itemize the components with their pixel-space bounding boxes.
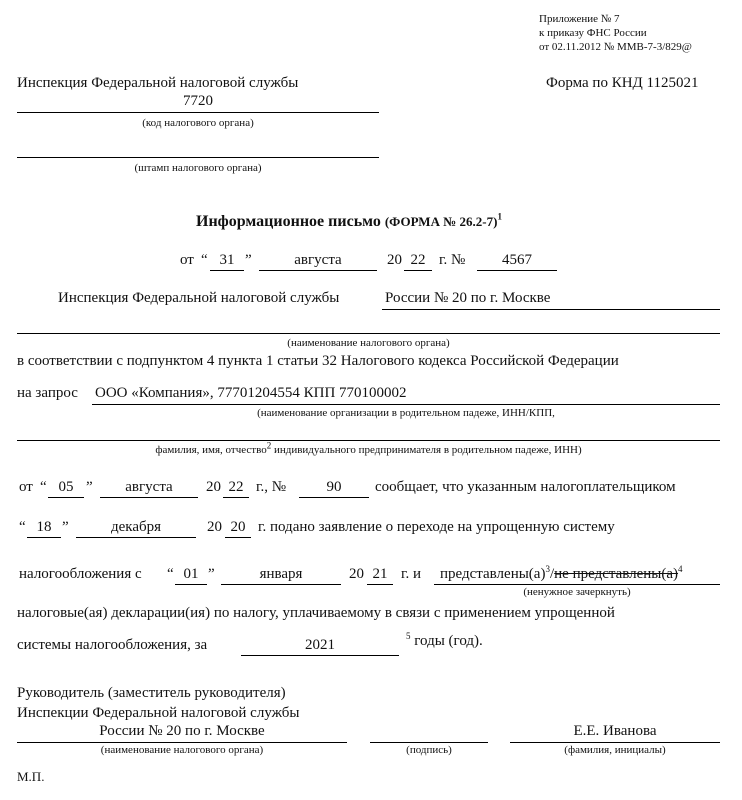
taxation-month-underline — [221, 584, 341, 585]
application-year: 20 — [230, 519, 246, 535]
declarations-suffix — [406, 633, 483, 650]
taxation-year-underline — [367, 584, 393, 585]
number-underline — [477, 270, 557, 271]
request-date-day-underline — [48, 497, 84, 498]
declarations-line-2-prefix: системы налогообложения, за — [17, 637, 208, 653]
inspection-caption: (наименование налогового органа) — [287, 337, 450, 349]
request-date-text: сообщает, что указанным налогоплательщиком — [375, 479, 676, 495]
date-month-underline — [259, 270, 377, 271]
request-label: на запрос — [17, 385, 78, 401]
form-knd: Форма по КНД 1125021 — [546, 75, 699, 91]
application-quote-close: ” — [62, 519, 69, 535]
date-year-underline — [404, 270, 432, 271]
inspection-label: Инспекция Федеральной налоговой службы — [58, 290, 340, 306]
signature-org-underline — [17, 742, 347, 743]
date-month: августа — [294, 252, 342, 268]
header-inspection: Инспекция Федеральной налоговой службы — [17, 75, 299, 91]
title-main: Информационное письмо — [196, 213, 381, 230]
request-date-prefix: от — [19, 479, 33, 495]
signature-underline — [370, 742, 488, 743]
inspection-underline — [382, 309, 720, 310]
signature-org-value: России № 20 по г. Москве — [99, 723, 265, 739]
request-caption-2a: фамилия, имя, отчество — [155, 444, 267, 456]
date-prefix: от — [180, 252, 194, 268]
strike-caption: (ненужное зачеркнуть) — [523, 586, 631, 598]
choice-underline — [434, 584, 720, 585]
appendix-line-1: Приложение № 7 — [539, 13, 620, 25]
request-date-day: 05 — [58, 479, 74, 495]
application-month-underline — [76, 537, 196, 538]
not-presented-option: не представлены(а) — [554, 566, 679, 582]
request-date-quote-open: “ — [40, 479, 47, 495]
application-text: г. подано заявление о переходе на упрощенную систему — [258, 519, 615, 535]
request-caption-2b: индивидуального предпринимателя в родительном падеже, ИНН) — [273, 444, 582, 456]
request-underline — [92, 404, 720, 405]
choice-slash: / — [549, 566, 555, 582]
declarations-line-2-suffix: годы (год). — [414, 633, 483, 649]
declarations-line-1: налоговые(ая) декларации(ия) по налогу, уплачиваемому в связи с применением упрощенной — [17, 605, 615, 621]
taxation-year-prefix: 20 — [349, 566, 364, 582]
signature-head-1: Руководитель (заместитель руководителя) — [17, 685, 286, 701]
request-number-underline — [299, 497, 369, 498]
application-year-underline — [225, 537, 251, 538]
appendix-line-3: от 02.11.2012 № ММВ-7-3/829@ — [539, 41, 692, 53]
signature-name-underline — [510, 742, 720, 743]
signature-head-2: Инспекции Федеральной налоговой службы — [17, 705, 300, 721]
taxation-prefix: налогообложения с — [19, 566, 142, 582]
request-number: 90 — [326, 479, 342, 495]
taxation-year: 21 — [372, 566, 388, 582]
date-day: 31 — [219, 252, 235, 268]
footnote-4: 4 — [678, 564, 683, 574]
declarations-year: 2021 — [305, 637, 335, 653]
request-date-month-underline — [100, 497, 198, 498]
request-underline-2 — [17, 440, 720, 441]
taxation-quote-open: “ — [167, 566, 174, 582]
request-date-month: августа — [125, 479, 173, 495]
signature-name-value: Е.Е. Иванова — [573, 723, 657, 739]
request-date-year-underline — [223, 497, 249, 498]
request-caption-2 — [17, 440, 720, 456]
request-date-quote-close: ” — [86, 479, 93, 495]
date-year-prefix: 20 — [387, 252, 402, 268]
taxation-day-underline — [175, 584, 207, 585]
signature-name-caption: (фамилия, инициалы) — [564, 744, 666, 756]
document-title — [196, 213, 502, 231]
date-year-suffix: г. № — [439, 252, 466, 268]
stamp-caption: (штамп налогового органа) — [134, 162, 262, 174]
signature-org-caption: (наименование налогового органа) — [100, 744, 264, 756]
footnote-3: 3 — [545, 564, 550, 574]
signature-caption: (подпись) — [406, 744, 452, 756]
request-date-year-suffix: г., № — [256, 479, 287, 495]
application-day-underline — [27, 537, 61, 538]
request-date-year: 22 — [228, 479, 244, 495]
presented-choice — [440, 566, 683, 583]
request-caption-2-sup: 2 — [266, 440, 272, 451]
document-number: 4567 — [502, 252, 532, 268]
date-year: 22 — [410, 252, 426, 268]
date-day-underline — [210, 270, 244, 271]
request-date-year-prefix: 20 — [206, 479, 221, 495]
code-caption: (код налогового органа) — [142, 117, 254, 129]
taxation-year-suffix: г. и — [401, 566, 421, 582]
date-quote-close: ” — [245, 252, 252, 268]
stamp-underline — [17, 157, 379, 158]
presented-option: представлены(а) — [440, 566, 546, 582]
inspection-value: России № 20 по г. Москве — [385, 290, 551, 306]
appendix-line-2: к приказу ФНС России — [539, 27, 647, 39]
seal-placeholder: М.П. — [17, 769, 45, 784]
tax-authority-code: 7720 — [183, 93, 213, 109]
application-month: декабря — [110, 519, 162, 535]
date-quote-open: “ — [201, 252, 208, 268]
application-day: 18 — [36, 519, 52, 535]
inspection-underline-2 — [17, 333, 720, 334]
declarations-year-underline — [241, 655, 399, 656]
taxation-quote-close: ” — [208, 566, 215, 582]
taxation-day: 01 — [183, 566, 199, 582]
code-underline — [17, 112, 379, 113]
application-year-prefix: 20 — [207, 519, 222, 535]
title-form: (ФОРМА № 26.2-7) — [384, 214, 498, 229]
application-quote-open: “ — [19, 519, 26, 535]
footnote-5: 5 — [406, 631, 411, 641]
request-caption-1: (наименование организации в родительном падеже, ИНН/КПП, — [257, 407, 555, 419]
legal-basis: в соответствии с подпунктом 4 пункта 1 статьи 32 Налогового кодекса Российской Федерации — [17, 353, 619, 369]
request-value: ООО «Компания», 77701204554 КПП 770100002 — [95, 385, 407, 401]
taxation-month: января — [259, 566, 303, 582]
title-footnote: 1 — [497, 211, 502, 222]
